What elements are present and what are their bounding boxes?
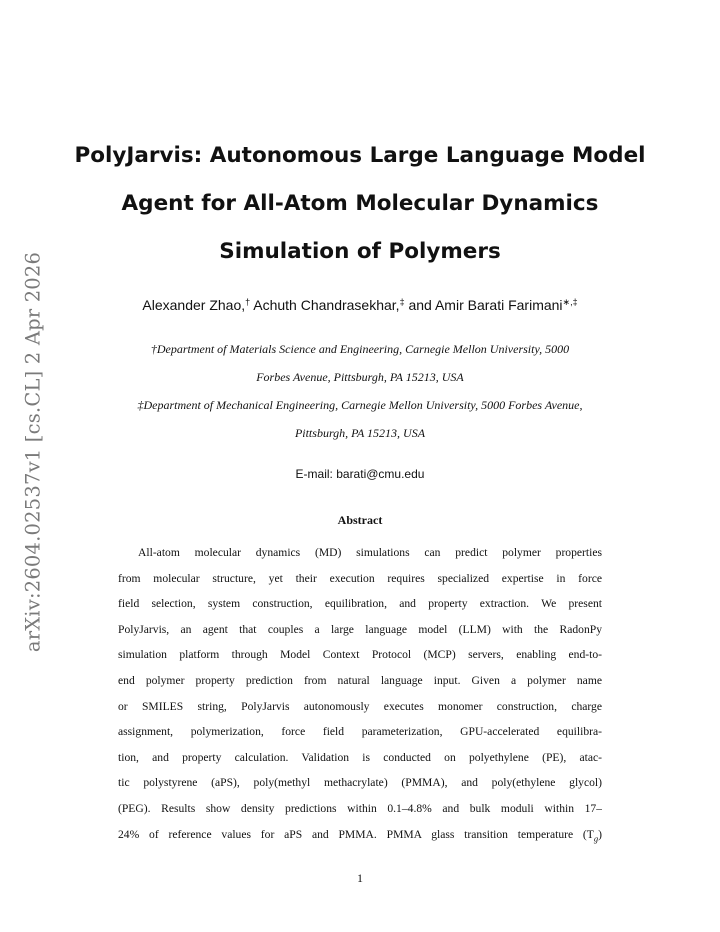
abstract-body <box>118 540 602 847</box>
affiliation-mechanical-engineering <box>70 391 650 447</box>
author-name: Achuth Chandrasekhar, <box>250 297 400 313</box>
abstract-line: All-atom molecular dynamics (MD) simulations can predict polymer properties <box>138 546 602 559</box>
abstract-line: or SMILES string, PolyJarvis autonomously executes monomer construction, charge <box>118 699 602 713</box>
title-line-2: Agent for All-Atom Molecular Dynamics <box>121 191 599 216</box>
abstract-line: tion, and property calculation. Validation is conducted on polyethylene (PE), atac- <box>118 750 602 764</box>
abstract-line: PolyJarvis, an agent that couples a large language model (LLM) with the RadonPy <box>118 622 602 636</box>
title-line-1: PolyJarvis: Autonomous Large Language Model <box>74 143 646 168</box>
title-line-3: Simulation of Polymers <box>219 239 501 264</box>
abstract-line-text: 24% of reference values for aPS and PMMA. PMMA glass transition temperature (T <box>118 827 594 841</box>
affiliation-line: ‡Department of Mechanical Engineering, Carnegie Mellon University, 5000 Forbes Avenue, <box>137 398 583 412</box>
abstract-line: from molecular structure, yet their execution requires specialized expertise in force <box>118 571 602 585</box>
affiliation-line: Forbes Avenue, Pittsburgh, PA 15213, USA <box>256 370 464 384</box>
affiliation-line: Pittsburgh, PA 15213, USA <box>294 426 426 440</box>
affiliation-line: †Department of Materials Science and Engineering, Carnegie Mellon University, 5000 <box>150 342 570 356</box>
affiliation-marker: † <box>245 297 251 307</box>
author-name: and Amir Barati Farimani <box>404 297 563 313</box>
abstract-line: assignment, polymerization, force field parameterization, GPU-accelerated equilibra- <box>118 725 602 739</box>
abstract-line: field selection, system construction, equilibration, and property extraction. We present <box>118 597 602 611</box>
closing-paren: ) <box>598 827 602 841</box>
tg-subscript: g <box>593 832 599 843</box>
author-name: Alexander Zhao, <box>142 297 246 313</box>
abstract-line: (PEG). Results show density predictions within 0.1–4.8% and bulk moduli within 17– <box>118 801 602 815</box>
abstract-line: end polymer property prediction from natural language input. Given a polymer name <box>118 673 602 687</box>
contact-email: E-mail: barati@cmu.edu <box>295 467 425 481</box>
affiliation-marker: ‡ <box>399 297 405 307</box>
abstract-heading: Abstract <box>337 513 383 527</box>
abstract-line: simulation platform through Model Context Protocol (MCP) servers, enabling end-to- <box>118 648 602 662</box>
abstract-line: tic polystyrene (aPS), poly(methyl methacrylate) (PMMA), and poly(ethylene glycol) <box>118 776 602 790</box>
affiliation-materials-science <box>70 335 650 391</box>
affiliation-marker: ∗,‡ <box>562 297 578 307</box>
paper-title <box>60 132 660 276</box>
arxiv-identifier-text: arXiv:2604.02537v1 [cs.CL] 2 Apr 2026 <box>21 251 45 653</box>
page-number: 1 <box>357 871 363 885</box>
author-list <box>60 294 660 316</box>
abstract-line <box>118 822 602 848</box>
